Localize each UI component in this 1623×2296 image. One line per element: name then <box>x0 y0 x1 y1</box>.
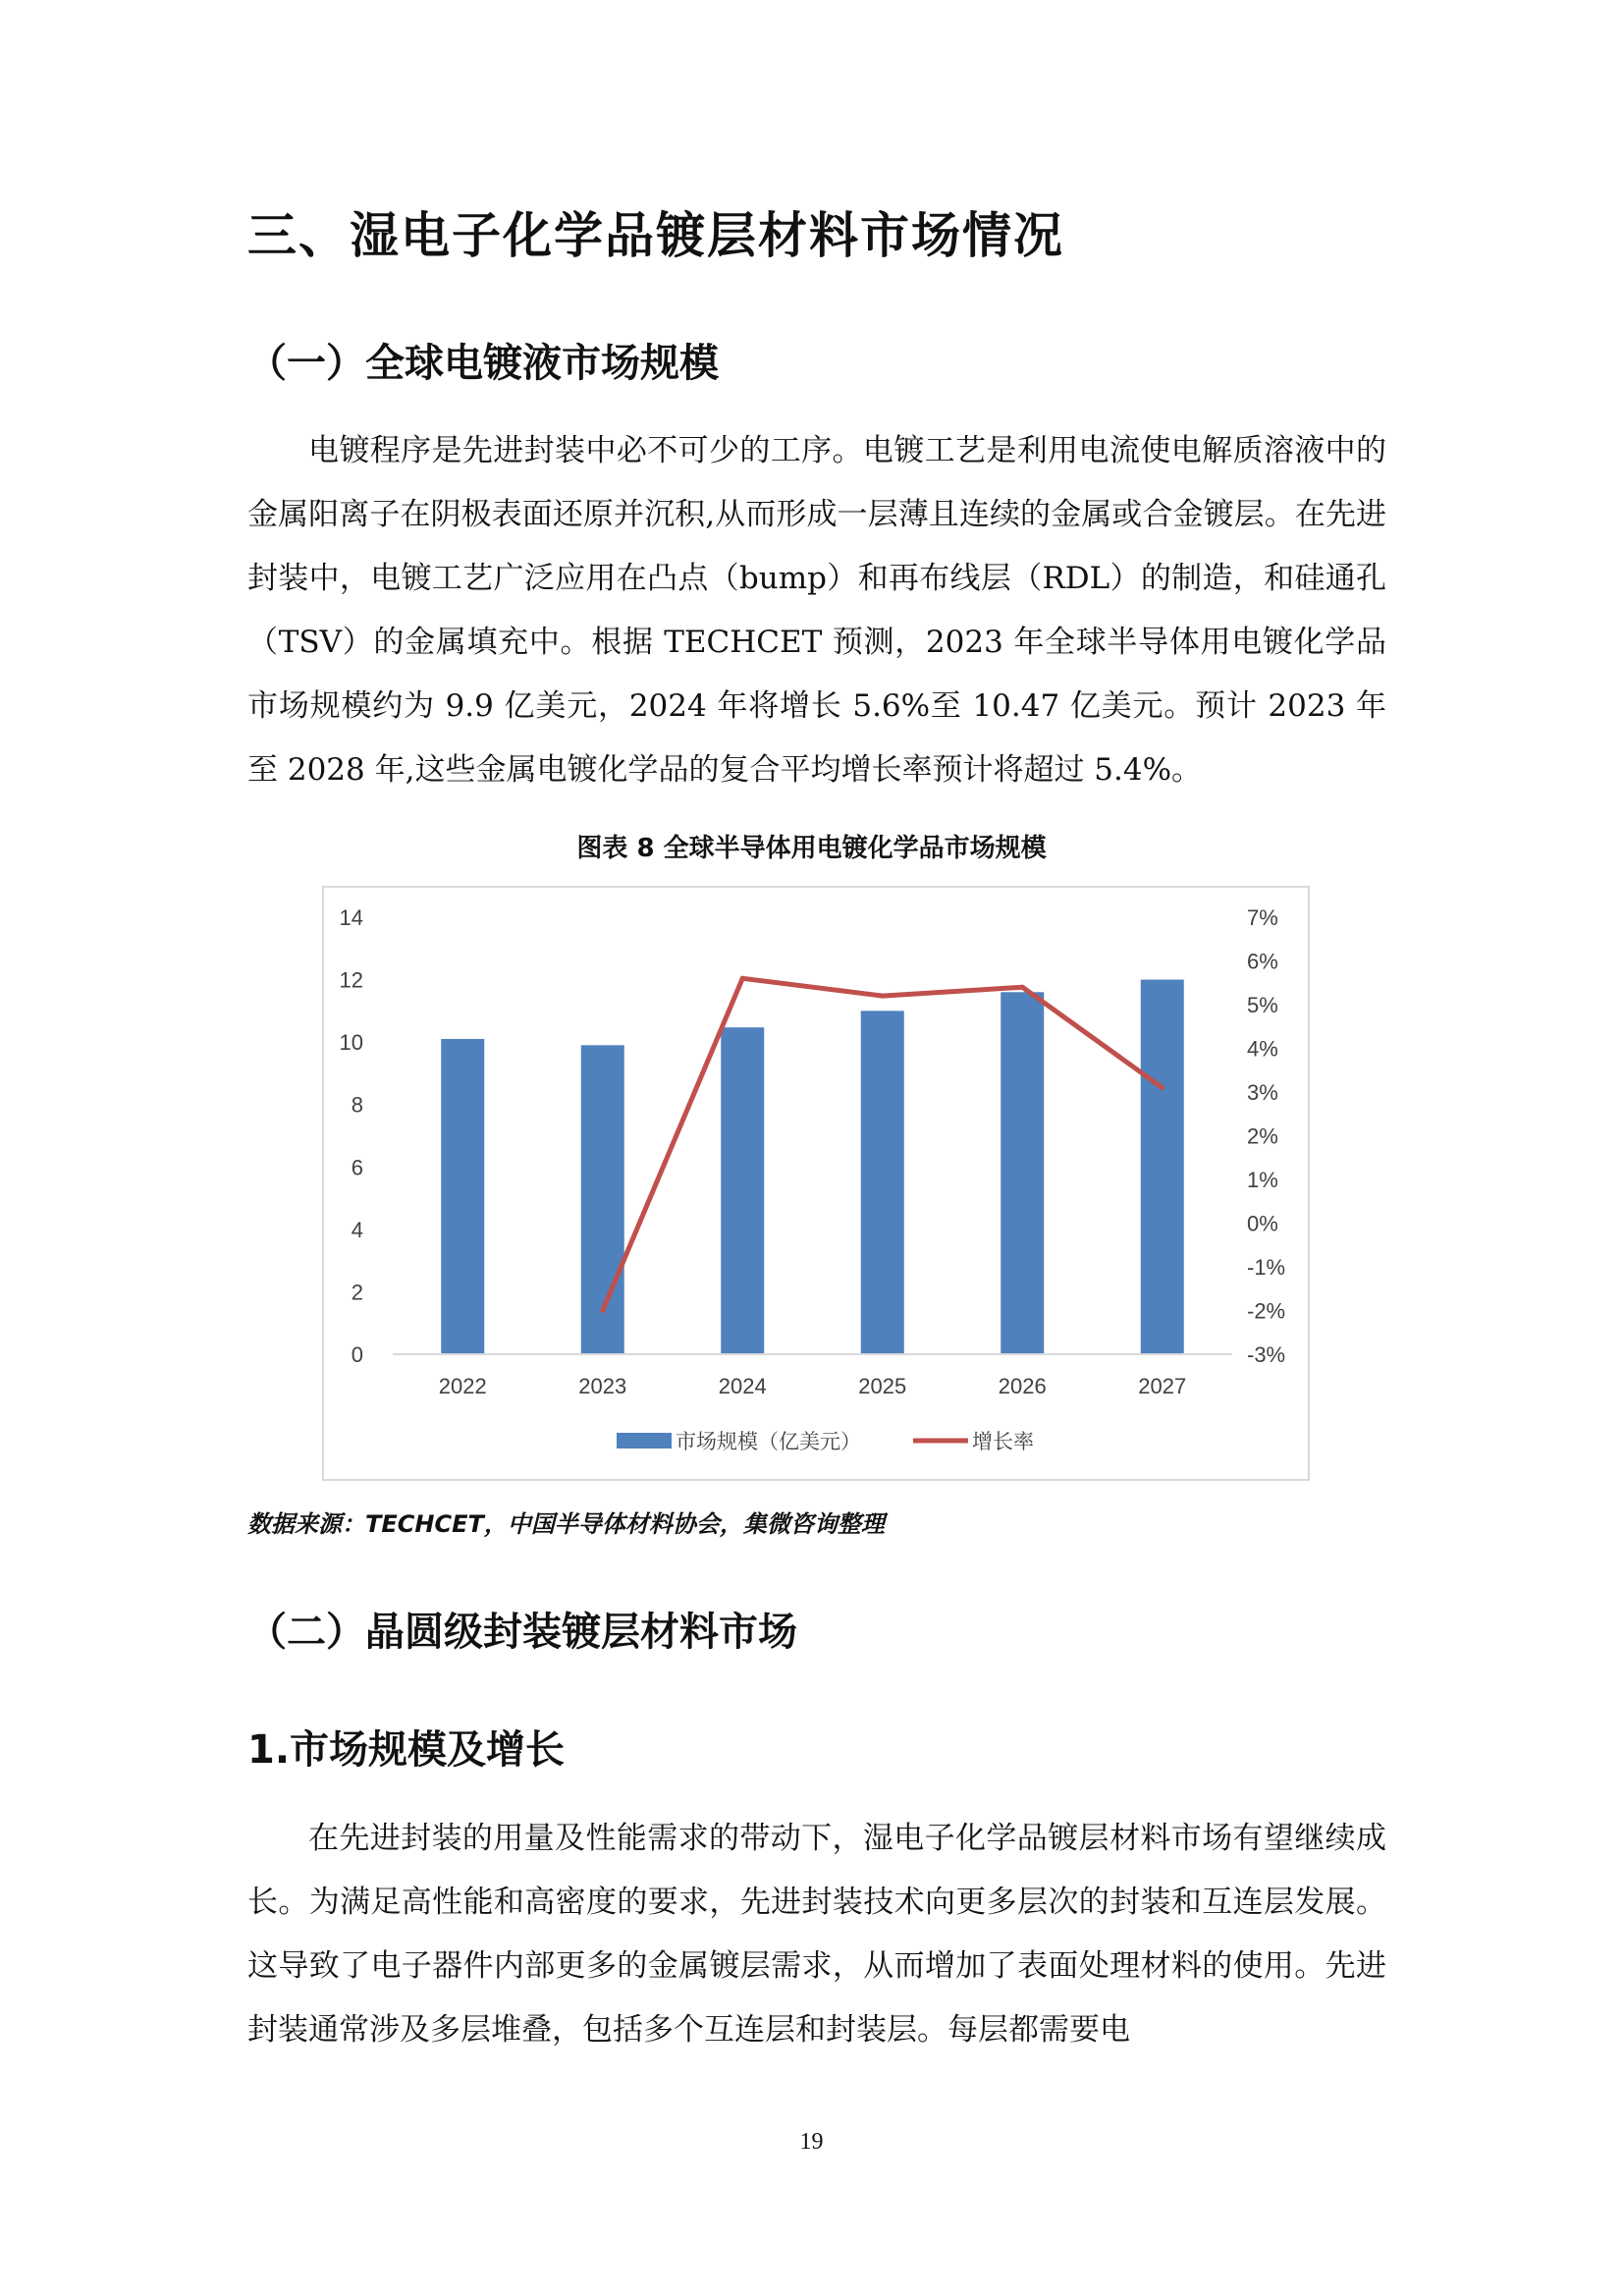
x-tick-label: 2024 <box>718 1374 767 1398</box>
y-left-tick-label: 8 <box>351 1092 363 1118</box>
bar-market-size <box>721 1027 764 1354</box>
y-right-tick-label: 5% <box>1247 993 1278 1017</box>
y-right-tick-label: 7% <box>1247 905 1278 930</box>
legend-label-growth-rate: 增长率 <box>972 1430 1034 1453</box>
bar-market-size <box>861 1011 904 1354</box>
paragraph-market-growth: 在先进封装的用量及性能需求的带动下，湿电子化学品镀层材料市场有望继续成长。为满足高性能和高密度的要求，先进封装技术向更多层次的封装和互连层发展。这导致了电子器件内部更多的金属镀层需求，从而增加了表面处理材料的使用。先进封装通常涉及多层堆叠，包括多个互连层和封装层。每层都需要电 <box>247 1821 1386 2048</box>
x-tick-label: 2022 <box>438 1374 487 1398</box>
subsection-title-global-plating: （一）全球电镀液市场规模 <box>247 341 719 386</box>
x-tick-label: 2023 <box>578 1374 627 1398</box>
section-title: 三、湿电子化学品镀层材料市场情况 <box>247 207 1064 264</box>
y-left-tick-label: 4 <box>351 1217 363 1242</box>
y-left-tick-label: 0 <box>351 1342 363 1367</box>
source-note: 数据来源：TECHCET，中国半导体材料协会，集微咨询整理 <box>247 1510 885 1538</box>
legend-label-market-size: 市场规模（亿美元） <box>676 1430 861 1453</box>
y-right-tick-label: -2% <box>1247 1298 1286 1324</box>
y-left-tick-label: 14 <box>339 905 363 930</box>
paragraph-plating-intro: 电镀程序是先进封装中必不可少的工序。电镀工艺是利用电流使电解质溶液中的金属阳离子在阴极表面还原并沉积,从而形成一层薄且连续的金属或合金镀层。在先进封装中，电镀工艺广泛应用在凸点（bump）和再布线层（RDL）的制造，和硅通孔（TSV）的金属填充中。根据 TECHCET 预测，2023 年全球半导体用电镀化学品市场规模约为 9.9 亿美元，2024 年将增长 5.6%至 10.47 亿美元。预计 2023 年至 2028 年,这些金属电镀化学品的复合平均增长率预计将超过 5.4%。 <box>247 433 1386 788</box>
y-right-tick-label: -1% <box>1247 1255 1286 1280</box>
market-size-chart <box>324 888 1312 1483</box>
point-growth-rate <box>600 1308 605 1313</box>
x-tick-label: 2025 <box>858 1374 907 1398</box>
point-growth-rate <box>1160 1085 1164 1090</box>
y-left-tick-label: 6 <box>351 1155 363 1180</box>
y-left-tick-label: 2 <box>351 1280 363 1305</box>
legend-swatch-market-size <box>617 1433 672 1449</box>
subsection-title-wafer-level: （二）晶圆级封装镀层材料市场 <box>247 1610 797 1655</box>
y-right-tick-label: 3% <box>1247 1080 1278 1105</box>
bar-market-size <box>441 1039 484 1354</box>
subsubsection-title-market-size: 1.市场规模及增长 <box>247 1727 566 1773</box>
bar-market-size <box>1141 980 1184 1354</box>
y-right-tick-label: 4% <box>1247 1036 1278 1062</box>
point-growth-rate <box>1020 985 1025 990</box>
page-number: 19 <box>799 2129 824 2155</box>
y-right-tick-label: 2% <box>1247 1123 1278 1149</box>
y-right-tick-label: 6% <box>1247 949 1278 974</box>
x-tick-label: 2027 <box>1138 1374 1187 1398</box>
y-left-tick-label: 12 <box>339 967 363 993</box>
y-right-tick-label: 0% <box>1247 1211 1278 1236</box>
y-right-tick-label: -3% <box>1247 1342 1286 1367</box>
chart-container <box>322 886 1310 1481</box>
y-right-tick-label: 1% <box>1247 1168 1278 1192</box>
point-growth-rate <box>740 976 745 981</box>
x-tick-label: 2026 <box>998 1374 1047 1398</box>
point-growth-rate <box>880 994 885 999</box>
bar-market-size <box>1001 992 1044 1354</box>
y-left-tick-label: 10 <box>339 1030 363 1056</box>
figure-caption: 图表 8 全球半导体用电镀化学品市场规模 <box>576 834 1047 863</box>
